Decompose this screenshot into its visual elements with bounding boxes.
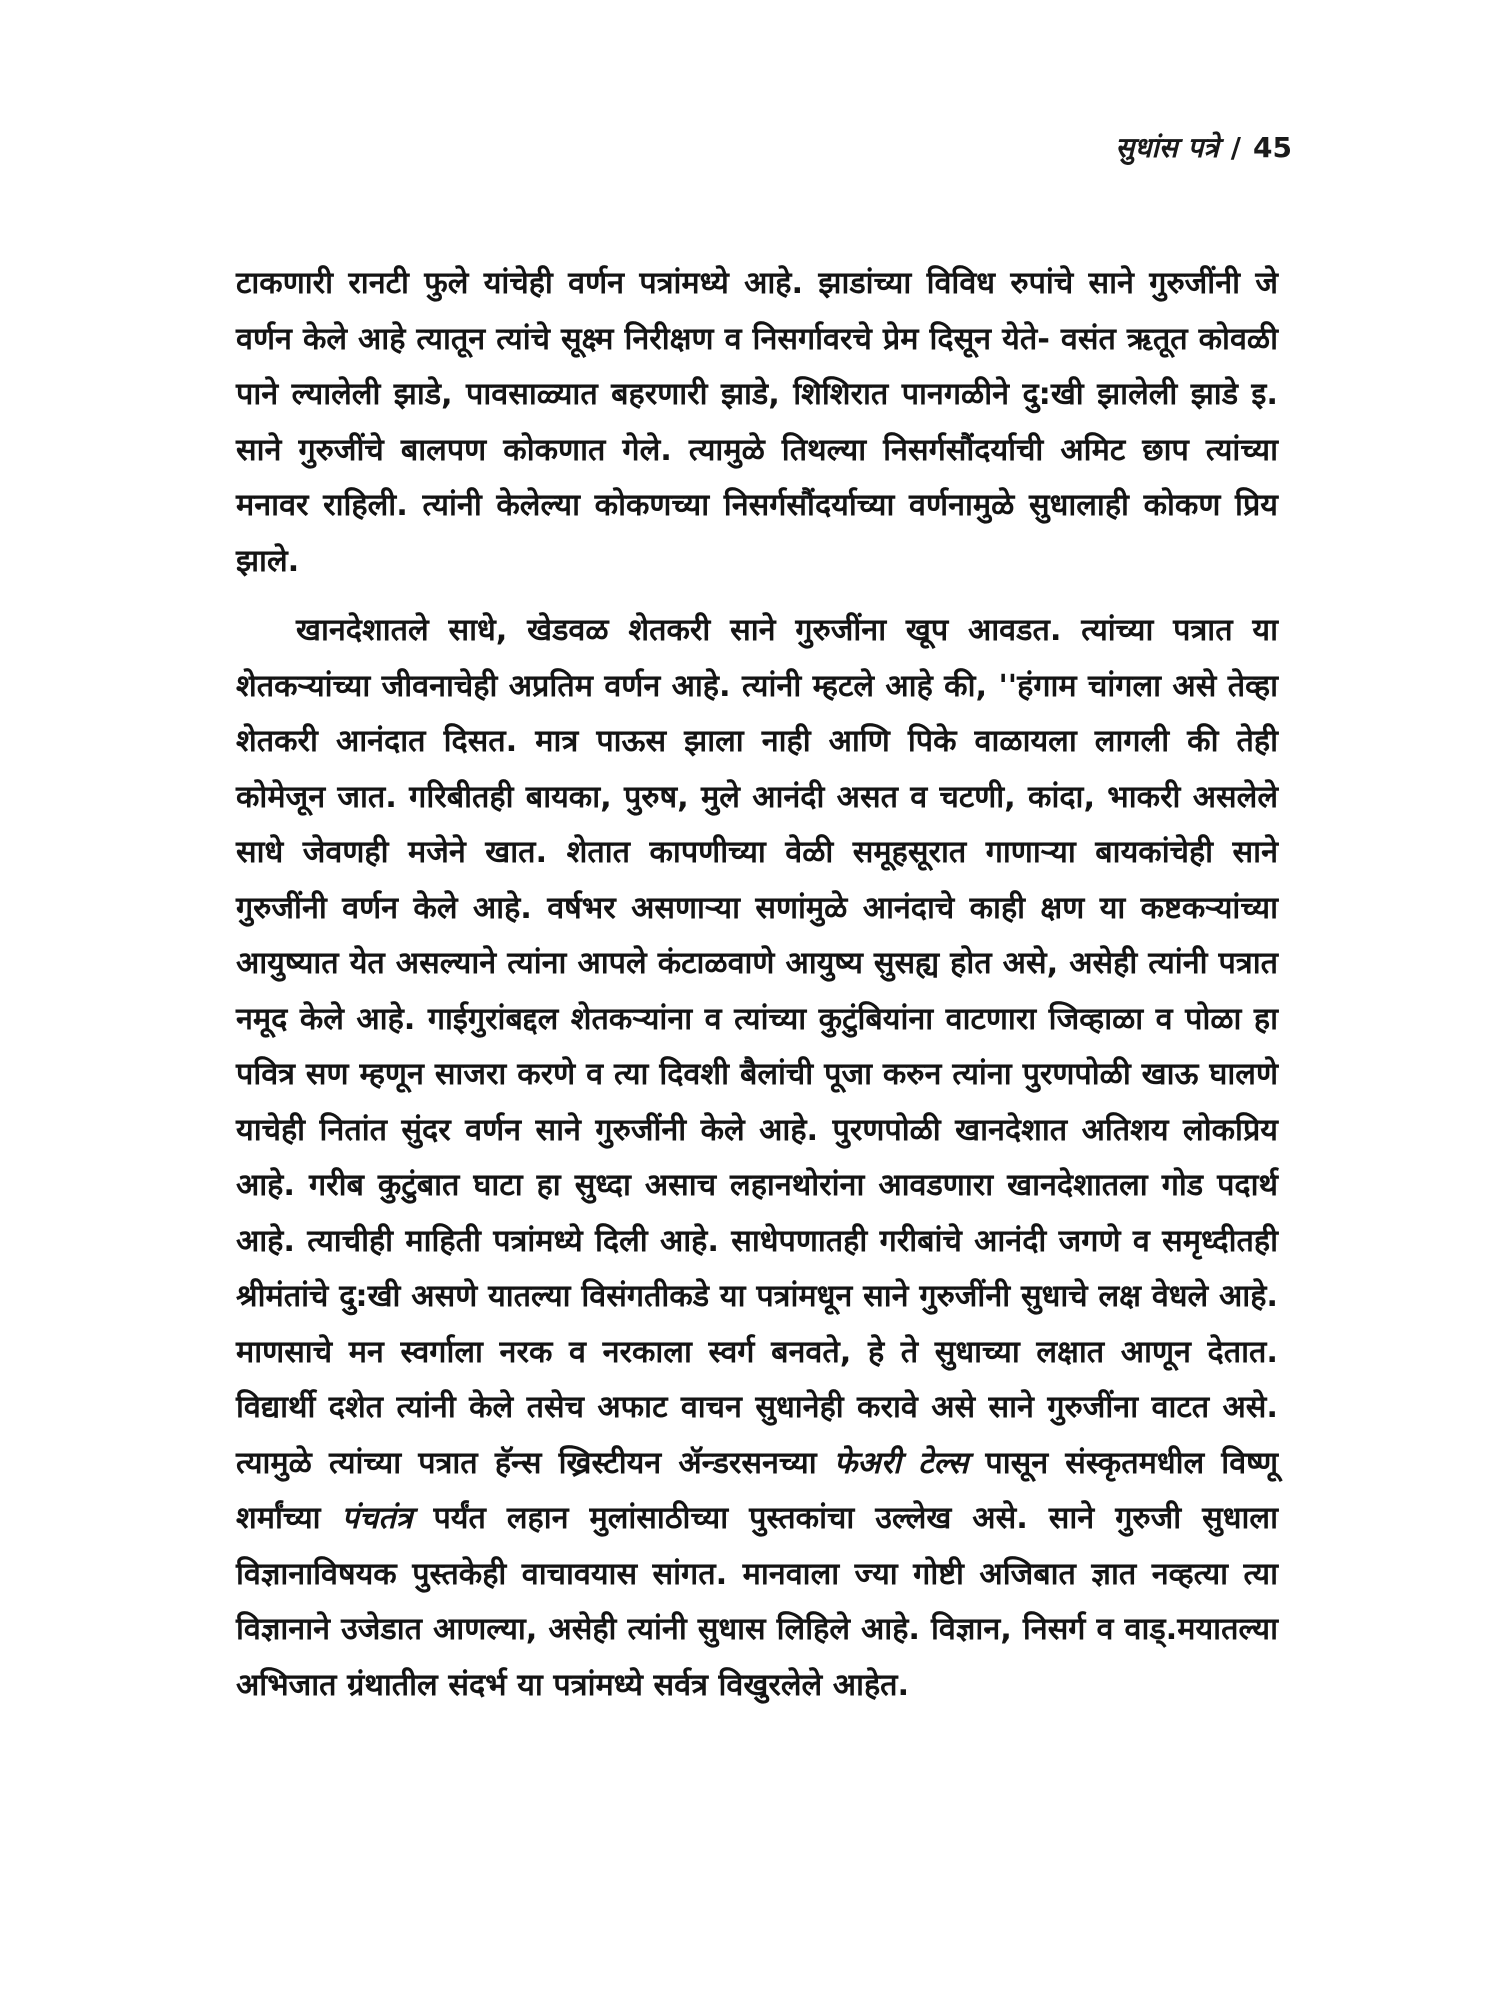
paragraph-2-part-3: पर्यंत लहान मुलांसाठीच्या पुस्तकांचा उल्लेख असे. साने गुरुजी सुधाला विज्ञानाविषयक पुस्तकेही वाचावयास सांगत. मानवाला ज्या गोष्टी अजिबात ज्ञात नव्हत्या त्या विज्ञानाने उजेडात आणल्या, असेही त्यांनी सुधास लिहिले आहे. विज्ञान, निसर्ग व वाड्.मयातल्या अभिजात ग्रंथातील संदर्भ या पत्रांमध्ये सर्वत्र विखुरलेले आहेत. [236,1501,1278,1703]
book-title: सुधांस पत्रे [1115,131,1219,164]
paragraph-2 [236,603,1278,1713]
body-text [236,256,1278,1713]
paragraph-2-part-1: खानदेशातले साधे, खेडवळ शेतकरी साने गुरुजींना खूप आवडत. त्यांच्या पत्रात या शेतकऱ्यांच्या जीवनाचेही अप्रतिम वर्णन आहे. त्यांनी म्हटले आहे की, ''हंगाम चांगला असे तेव्हा शेतकरी आनंदात दिसत. मात्र पाऊस झाला नाही आणि पिके वाळायला लागली की तेही कोमेजून जात. गरिबीतही बायका, पुरुष, मुले आनंदी असत व चटणी, कांदा, भाकरी असलेले साधे जेवणही मजेने खात. शेतात कापणीच्या वेळी समूहसूरात गाणाऱ्या बायकांचेही साने गुरुजींनी वर्णन केले आहे. वर्षभर असणाऱ्या सणांमुळे आनंदाचे काही क्षण या कष्टकऱ्यांच्या आयुष्यात येत असल्याने त्यांना आपले कंटाळवाणे आयुष्य सुसह्य होत असे, असेही त्यांनी पत्रात नमूद केले आहे. गाईगुरांबद्दल शेतकऱ्यांना व त्यांच्या कुटुंबियांना वाटणारा जिव्हाळा व पोळा हा पवित्र सण म्हणून साजरा करणे व त्या दिवशी बैलांची पूजा करुन त्यांना पुरणपोळी खाऊ घालणे याचेही नितांत सुंदर वर्णन साने गुरुजींनी केले आहे. पुरणपोळी खानदेशात अतिशय लोकप्रिय आहे. गरीब कुटुंबात घाटा हा सुध्दा असाच लहानथोरांना आवडणारा खानदेशातला गोड पदार्थ आहे. त्याचीही माहिती पत्रांमध्ये दिली आहे. साधेपणातही गरीबांचे आनंदी जगणे व समृध्दीतही श्रीमंतांचे दु:खी असणे यातल्या विसंगतीकडे या पत्रांमधून साने गुरुजींनी सुधाचे लक्ष वेधले आहे. माणसाचे मन स्वर्गाला नरक व नरकाला स्वर्ग बनवते, हे ते सुधाच्या लक्षात आणून देतात. विद्यार्थी दशेत त्यांनी केले तसेच अफाट वाचन सुधानेही करावे असे साने गुरुजींना वाटत असे. त्यामुळे त्यांच्या पत्रात हॅन्स ख्रिस्टीयन ॲन्डरसनच्या [236,613,1278,1481]
header-separator: / [1230,131,1242,164]
paragraph-2-part-2: पासून संस्कृतमधील विष्णू शर्मांच्या [236,1445,1279,1536]
page-number: 45 [1253,131,1292,164]
paragraph-1: टाकणारी रानटी फुले यांचेही वर्णन पत्रांमध्ये आहे. झाडांच्या विविध रुपांचे साने गुरुजींनी जे वर्णन केले आहे त्यातून त्यांचे सूक्ष्म निरीक्षण व निसर्गावरचे प्रेम दिसून येते- वसंत ऋतूत कोवळी पाने ल्यालेली झाडे, पावसाळ्यात बहरणारी झाडे, शिशिरात पानगळीने दु:खी झालेली झाडे इ. साने गुरुजींचे बालपण कोकणात गेले. त्यामुळे तिथल्या निसर्गसौंदर्याची अमिट छाप त्यांच्या मनावर राहिली. त्यांनी केलेल्या कोकणच्या निसर्गसौंदर्याच्या वर्णनामुळे सुधालाही कोकण प्रिय झाले. [236,266,1278,579]
running-header [1115,128,1292,166]
panchatantra-title: पंचतंत्र [341,1501,413,1536]
fairy-tales-title: फेअरी टेल्स [833,1445,969,1481]
